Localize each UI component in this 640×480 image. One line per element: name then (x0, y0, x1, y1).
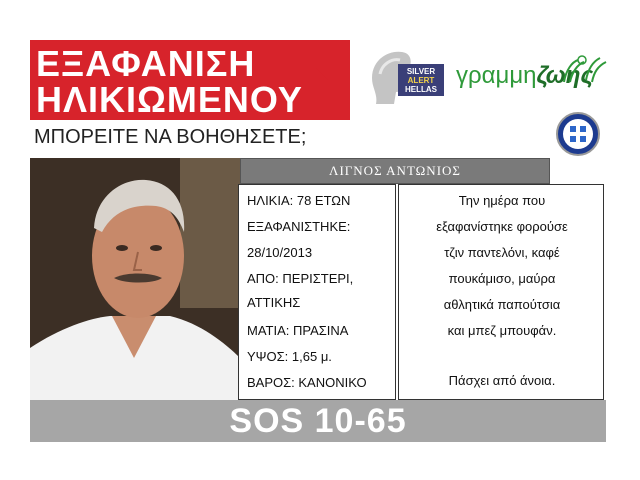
description-line: Την ημέρα που (458, 193, 546, 208)
silver-alert-word-3: HELLAS (405, 85, 437, 94)
hands-icon (556, 52, 612, 86)
detail-eyes: ΜΑΤΙΑ: ΠΡΑΣΙΝΑ (247, 323, 349, 338)
title-line-1: ΕΞΑΦΑΝΙΣΗ (36, 43, 256, 84)
detail-height: ΥΨΟΣ: 1,65 μ. (247, 349, 332, 364)
description-line: και μπεζ μπουφάν. (447, 323, 557, 338)
title-notch (316, 68, 328, 80)
subtitle: ΜΠΟΡΕΙΤΕ ΝΑ ΒΟΗΘΗΣΕΤΕ; (34, 126, 307, 148)
police-badge-icon (550, 110, 606, 158)
detail-disappeared-label: ΕΞΑΦΑΝΙΣΤΗΚΕ: (247, 219, 351, 234)
description-line: εξαφανίστηκε φορούσε (436, 219, 568, 234)
detail-region: ΑΤΤΙΚΗΣ (247, 295, 301, 310)
title-line-2: ΗΛΙΚΙΩΜΕΝΟΥ (36, 79, 303, 120)
silver-alert-word-1: SILVER (406, 67, 436, 76)
description-box (398, 184, 604, 400)
detail-date: 28/10/2013 (247, 245, 313, 260)
detail-from: ΑΠΟ: ΠΕΡΙΣΤΕΡΙ, (247, 271, 354, 286)
silver-alert-label (398, 64, 444, 96)
portrait-illustration (30, 158, 240, 400)
description-line: πουκάμισο, μαύρα (448, 271, 556, 286)
hotline-number: SOS 10-65 (229, 402, 407, 440)
person-name: ΛΙΓΝΟΣ ΑΝΤΩΝΙΟΣ (329, 163, 461, 178)
hotline-bar (30, 400, 606, 442)
description-line: αθλητικά παπούτσια (443, 297, 561, 312)
zois-word: ζωης (536, 62, 594, 89)
description-line: τζιν παντελόνι, καφέ (444, 245, 560, 260)
name-bar (240, 158, 550, 184)
missing-person-photo (30, 158, 240, 400)
details-box (238, 184, 396, 400)
detail-age: ΗΛΙΚΙΑ: 78 ΕΤΩΝ (247, 193, 351, 208)
title-banner (30, 40, 350, 120)
condition-line: Πάσχει από άνοια. (448, 373, 556, 388)
detail-weight: ΒΑΡΟΣ: ΚΑΝΟΝΙΚΟ (247, 375, 367, 390)
grammi-word: γραμμη (456, 62, 537, 89)
silver-alert-word-2: ALERT (407, 76, 435, 85)
